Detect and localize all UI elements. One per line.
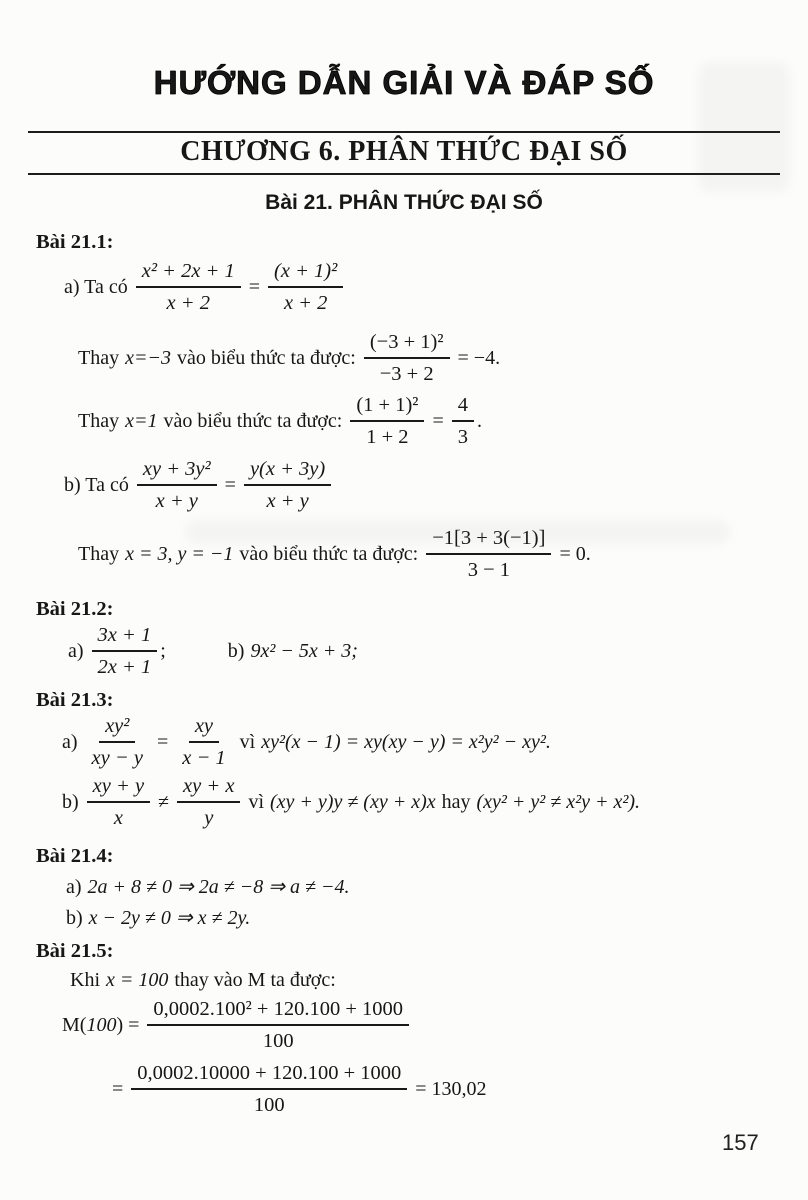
math-expression: 2a + 8 ≠ 0 ⇒ 2a ≠ −8 ⇒ a ≠ −4. xyxy=(87,876,350,898)
text: Thay xyxy=(78,347,120,369)
text: vào biểu thức ta được: xyxy=(239,543,419,565)
fraction xyxy=(147,996,409,1054)
fraction-numerator: −1[3 + 3(−1)] xyxy=(426,525,551,555)
math-expression: (xy + y)y ≠ (xy + x)x xyxy=(270,791,436,813)
equals-sign: = xyxy=(432,410,444,432)
math-var: x = 100 xyxy=(106,969,169,991)
fraction xyxy=(364,329,450,387)
exercise-21-1-heading: Bài 21.1: xyxy=(36,231,114,253)
text: vào biểu thức ta được: xyxy=(176,347,356,369)
fraction xyxy=(350,392,424,450)
lesson-title: Bài 21. PHÂN THỨC ĐẠI SỐ xyxy=(265,191,543,214)
ex3-part-a-line xyxy=(62,713,808,771)
fraction-numerator: (1 + 1)² xyxy=(350,392,424,422)
exercise-21-2-heading: Bài 21.2: xyxy=(36,598,114,620)
equals-sign: = xyxy=(224,474,236,496)
ex2-answers-line xyxy=(68,622,808,680)
text: vì xyxy=(248,791,264,813)
text: ) = xyxy=(116,1014,140,1036)
page-number: 157 xyxy=(722,1130,759,1155)
fraction-numerator: 4 xyxy=(452,392,474,422)
fraction-denominator: 1 + 2 xyxy=(366,426,409,448)
result: = 0. xyxy=(559,543,591,565)
ex3-part-b-line xyxy=(62,773,808,831)
chapter-heading-band xyxy=(28,131,780,175)
page-title: HƯỚNG DẪN GIẢI VÀ ĐÁP SỐ xyxy=(153,64,655,101)
fraction-denominator: x − 1 xyxy=(182,747,226,769)
item-label: a) xyxy=(62,731,78,753)
fraction-denominator: xy − y xyxy=(91,747,143,769)
fraction-denominator: 3 − 1 xyxy=(467,559,510,581)
fraction-denominator: 3 xyxy=(457,426,468,448)
fraction xyxy=(92,622,158,680)
equals-sign: = xyxy=(112,1078,124,1100)
fraction xyxy=(452,392,474,450)
fraction xyxy=(176,713,231,771)
ex5-m100-line xyxy=(62,996,808,1054)
result: = 130,02 xyxy=(415,1078,487,1100)
function-call xyxy=(62,1012,139,1038)
ex5-intro-line xyxy=(70,967,808,993)
ex5-result-line xyxy=(112,1060,808,1118)
text: vì xyxy=(239,731,256,753)
fraction xyxy=(268,258,343,316)
fraction-numerator: 3x + 1 xyxy=(92,622,158,652)
fraction-numerator: xy + 3y² xyxy=(137,456,217,486)
scan-bleedthrough-artifact xyxy=(185,520,730,544)
fraction xyxy=(131,1060,407,1118)
item-label: a) xyxy=(68,640,84,662)
equals-sign: = xyxy=(248,276,261,298)
scan-bleedthrough-artifact xyxy=(698,62,790,192)
fraction-denominator: x xyxy=(113,807,123,829)
fraction xyxy=(244,456,331,514)
fraction-numerator: (−3 + 1)² xyxy=(364,329,450,359)
ex1-substitution-x-neg3 xyxy=(78,329,808,387)
math-expression: x − 2y ≠ 0 ⇒ x ≠ 2y. xyxy=(88,907,251,929)
ex1-substitution-x-1 xyxy=(78,392,808,450)
math-var: 100 xyxy=(86,1014,117,1036)
fraction-denominator: y xyxy=(204,807,214,829)
fraction-numerator: x² + 2x + 1 xyxy=(136,258,241,288)
math-var: x = 3, y = −1 xyxy=(125,543,234,565)
ex1-a-lead-text: a) Ta có xyxy=(64,276,128,298)
fraction xyxy=(177,773,240,831)
text: M( xyxy=(62,1014,87,1036)
ex1-part-b-equation xyxy=(64,456,808,514)
result: = −4. xyxy=(457,347,501,369)
text: hay xyxy=(441,791,471,813)
text: vào biểu thức ta được: xyxy=(163,410,343,432)
fraction-numerator: xy + y xyxy=(87,773,150,803)
ex1-part-a-equation xyxy=(64,258,808,316)
fraction-denominator: −3 + 2 xyxy=(379,363,434,385)
math-expression: 9x² − 5x + 3; xyxy=(250,640,358,662)
fraction-denominator: x + 2 xyxy=(166,292,210,314)
ex4-part-b-line xyxy=(66,905,808,931)
text: Khi xyxy=(70,969,100,991)
fraction xyxy=(86,713,149,771)
fraction-denominator: x + y xyxy=(266,490,309,512)
exercise-21-4-heading: Bài 21.4: xyxy=(36,845,114,867)
fraction-denominator: x + 2 xyxy=(283,292,328,314)
math-var: x=−3 xyxy=(125,347,171,369)
fraction-denominator: 100 xyxy=(262,1030,294,1052)
fraction-denominator: 100 xyxy=(253,1094,285,1116)
fraction xyxy=(137,456,217,514)
math-expression: (xy² + y² ≠ x²y + x²). xyxy=(476,791,641,813)
math-var: x=1 xyxy=(125,410,158,432)
item-label: b) xyxy=(227,640,245,662)
text: Thay xyxy=(78,543,120,565)
item-label: a) xyxy=(66,876,82,898)
fraction-numerator: xy² xyxy=(99,713,135,743)
fraction-numerator: 0,0002.10000 + 120.100 + 1000 xyxy=(131,1060,407,1090)
item-label: b) xyxy=(62,791,79,813)
period: . xyxy=(477,410,482,432)
fraction xyxy=(136,258,241,316)
chapter-title: CHƯƠNG 6. PHÂN THỨC ĐẠI SỐ xyxy=(180,136,628,167)
ex1-b-lead-text: b) Ta có xyxy=(64,474,129,496)
exercise-21-5-heading: Bài 21.5: xyxy=(36,940,114,962)
math-expression: xy²(x − 1) = xy(xy − y) = x²y² − xy². xyxy=(261,731,551,753)
fraction-numerator: xy xyxy=(189,713,219,743)
semicolon: ; xyxy=(160,640,166,662)
fraction-numerator: y(x + 3y) xyxy=(244,456,331,486)
ex4-part-a-line xyxy=(66,874,808,900)
fraction-denominator: x + y xyxy=(155,490,198,512)
fraction xyxy=(87,773,150,831)
fraction-numerator: 0,0002.100² + 120.100 + 1000 xyxy=(147,996,409,1026)
exercise-21-3-heading: Bài 21.3: xyxy=(36,689,114,711)
not-equal-sign: ≠ xyxy=(158,791,170,813)
fraction-numerator: xy + x xyxy=(177,773,240,803)
fraction-denominator: 2x + 1 xyxy=(97,656,152,678)
text: thay vào M ta được: xyxy=(174,969,336,991)
item-label: b) xyxy=(66,907,83,929)
text: Thay xyxy=(78,410,120,432)
equals-sign: = xyxy=(156,731,169,753)
fraction-numerator: (x + 1)² xyxy=(268,258,343,288)
